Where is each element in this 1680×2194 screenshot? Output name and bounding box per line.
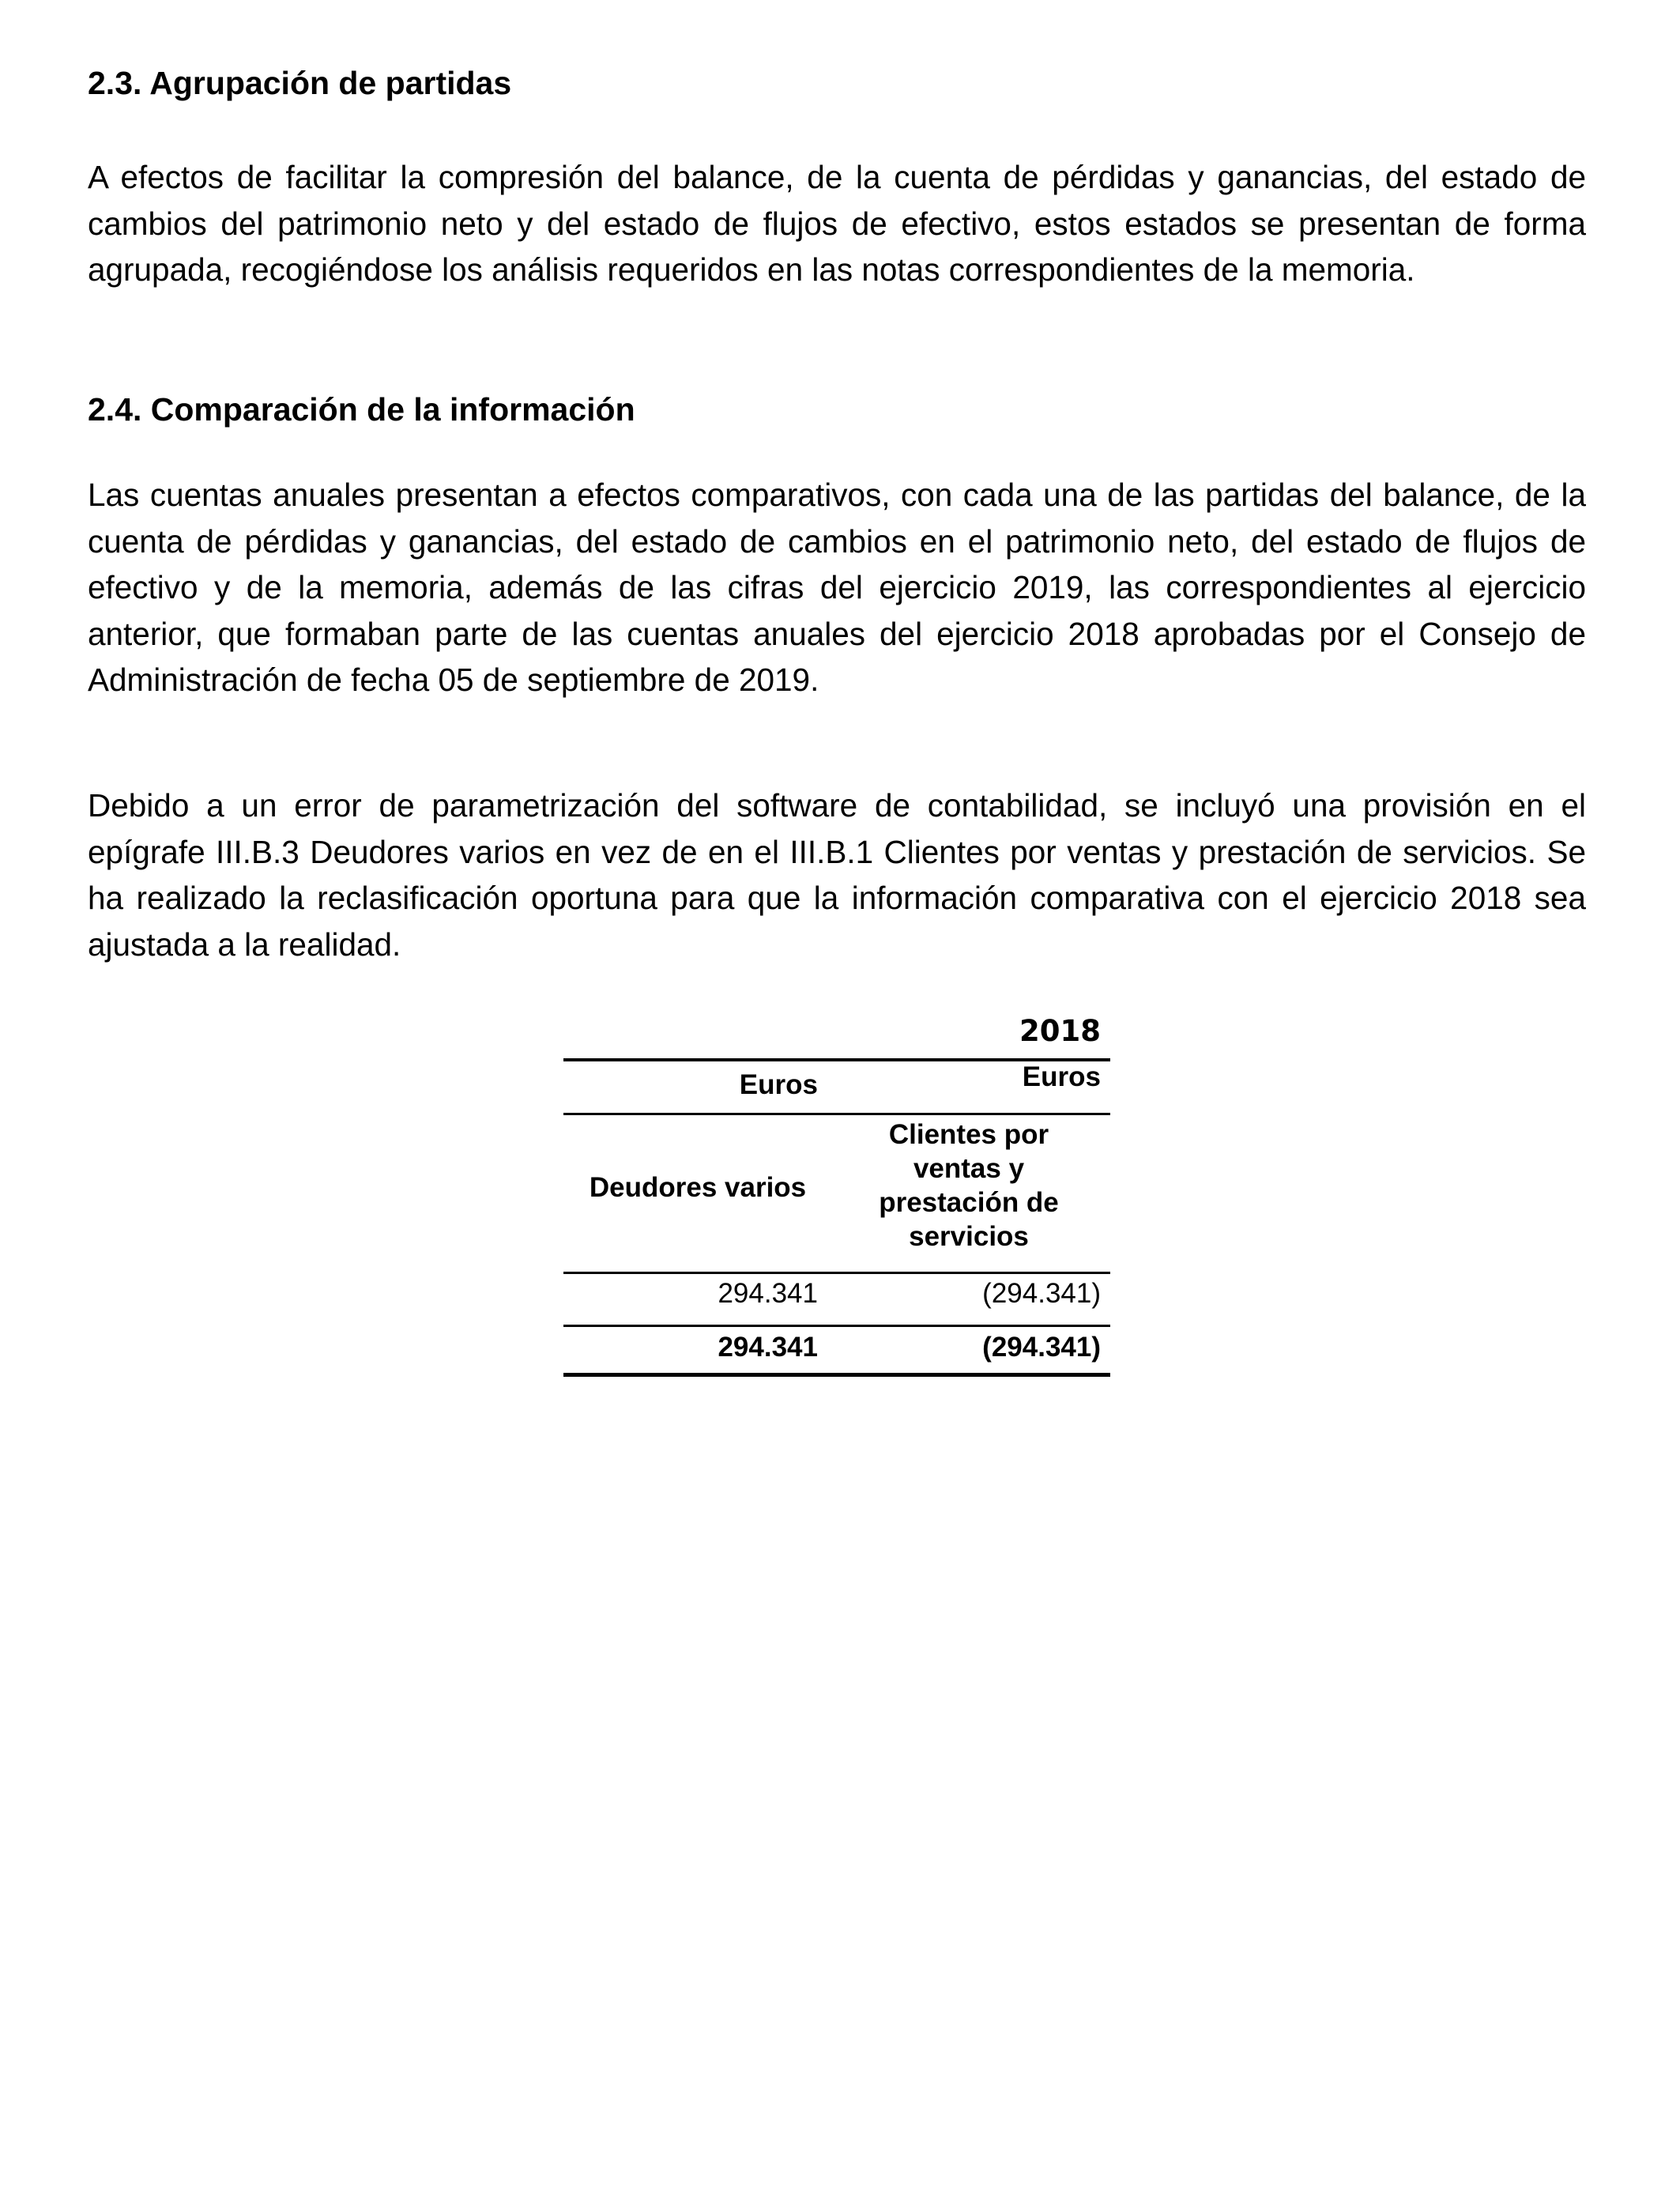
table-total-clientes: (294.341)	[982, 1332, 1101, 1363]
section-heading-comparacion: 2.4. Comparación de la información	[88, 391, 635, 428]
table-rule-header	[563, 1272, 1110, 1274]
table-col-header-clientes: Clientes por ventas y prestación de servicios	[879, 1119, 1059, 1252]
table-year-header: 2018	[1019, 1014, 1101, 1048]
table-rule-units	[563, 1113, 1110, 1115]
table-col-header-deudores: Deudores varios	[589, 1172, 807, 1203]
table-unit-col1: Euros	[739, 1069, 818, 1100]
table-unit-col2: Euros	[1022, 1061, 1101, 1092]
table-cell-clientes: (294.341)	[982, 1278, 1101, 1309]
section-heading-agrupacion: 2.3. Agrupación de partidas	[88, 65, 512, 101]
paragraph-comparacion: Las cuentas anuales presentan a efectos comparativos, con cada una de las partidas del balance, de la cuenta de pérdidas y ganancias, del estado de cambios en el patrimonio neto, del estado de flujos de efectivo y de la memoria, además de las cifras del ejercicio 2019, las correspondientes al ejercicio anterior, que formaban parte de las cuentas anuales del ejercicio 2018 aprobadas por el Consejo de Administración de fecha 05 de septiembre de 2019.	[88, 477, 1586, 698]
paragraph-error-parametrizacion: Debido a un error de parametrización del software de contabilidad, se incluyó una provisión en el epígrafe III.B.3 Deudores varios en vez de en el III.B.1 Clientes por ventas y prestación de servicios. Se ha realizado la reclasificación oportuna para que la información comparativa con el ejercicio 2018 sea ajustada a la realidad.	[88, 787, 1586, 963]
table-total-deudores: 294.341	[718, 1332, 818, 1363]
table-rule-row	[563, 1325, 1110, 1327]
paragraph-agrupacion: A efectos de facilitar la compresión del balance, de la cuenta de pérdidas y ganancias, del estado de cambios del patrimonio neto y del estado de flujos de efectivo, estos estados se presentan de forma agrupada, recogiéndose los análisis requeridos en las notas correspondientes de la memoria.	[88, 159, 1586, 288]
table-cell-deudores: 294.341	[718, 1278, 818, 1309]
reclassification-table	[563, 1004, 1110, 1378]
table-rule-total	[563, 1373, 1110, 1377]
